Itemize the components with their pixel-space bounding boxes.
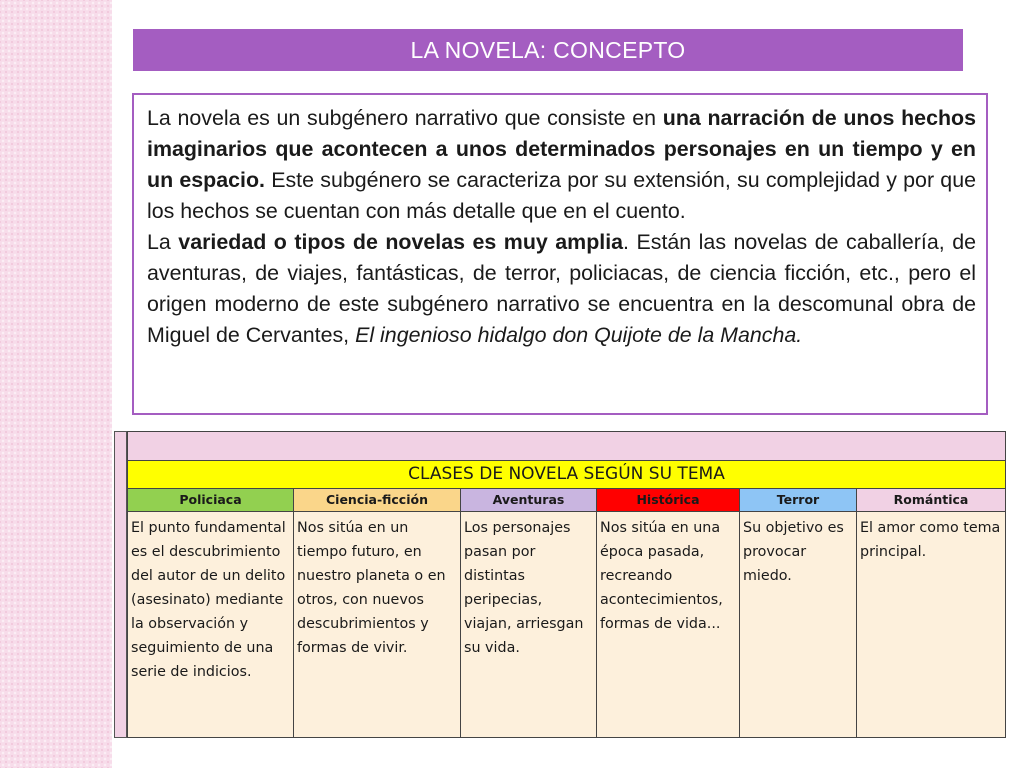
novel-types-table [114, 431, 1006, 738]
table-top-band [128, 432, 1005, 461]
paragraph-definition-bold: una narración de unos hechos imaginarios que acontecen a unos determinados personajes en un tiempo y en un espacio. [147, 106, 977, 192]
cell-romantica: El amor como tema principal. [860, 520, 1001, 560]
paragraph-variety-text-2: . Están las novelas de caballería, de aventuras, de viajes, fantásticas, de terror, policiacas, de ciencia ficción, etc., pero el origen moderno de este subgénero narrativo se encuentra en la descomunal obra de Miguel de Cervantes, [147, 230, 976, 347]
cell-ciencia-ficcion: Nos sitúa en un tiempo futuro, en nuestro planeta o en otros, con nuevos descubrimientos y formas de vivir. [294, 512, 461, 737]
table-title: CLASES DE NOVELA SEGÚN SU TEMA [128, 461, 1005, 489]
paragraph-variety-text-1: La [147, 230, 179, 254]
header-aventuras: Aventuras [461, 489, 597, 511]
concept-text-box [132, 93, 988, 415]
paragraph-variety-italic: El ingenioso hidalgo don Quijote de la Mancha. [355, 323, 803, 347]
cell-terror: Su objetivo es provocar miedo. [740, 512, 857, 737]
table-header-row [128, 489, 1005, 512]
header-policiaca: Policiaca [128, 489, 294, 511]
page-title: LA NOVELA: CONCEPTO [133, 29, 963, 71]
header-ciencia-ficcion: Ciencia-ficción [294, 489, 461, 511]
cell-aventuras: Los personajes pasan por distintas peripecias, viajan, arriesgan su vida. [461, 512, 597, 737]
paragraph-variety-bold: variedad o tipos de novelas es muy amplia [178, 230, 624, 254]
table-body-row [128, 512, 1005, 737]
paragraph-variety [147, 227, 976, 351]
table-grid [127, 431, 1006, 738]
paragraph-definition-text-2: Este subgénero se caracteriza por su extensión, su complejidad y por que los hechos se cuentan con más detalle que en el cuento. [147, 168, 976, 223]
paragraph-definition-text-1: La novela es un subgénero narrativo que consiste en [147, 106, 663, 130]
cell-policiaca: El punto fundamental es el descubrimiento del autor de un delito (asesinato) mediante la observación y seguimiento de una serie de indicios. [128, 512, 294, 737]
table-left-tab [114, 431, 127, 738]
header-terror: Terror [740, 489, 857, 511]
paragraph-definition [147, 103, 976, 227]
decorative-side-strip [0, 0, 112, 768]
header-romantica: Romántica [857, 489, 1005, 511]
header-historica: Histórica [597, 489, 740, 511]
cell-historica: Nos sitúa en una época pasada, recreando acontecimientos, formas de vida... [597, 512, 740, 737]
